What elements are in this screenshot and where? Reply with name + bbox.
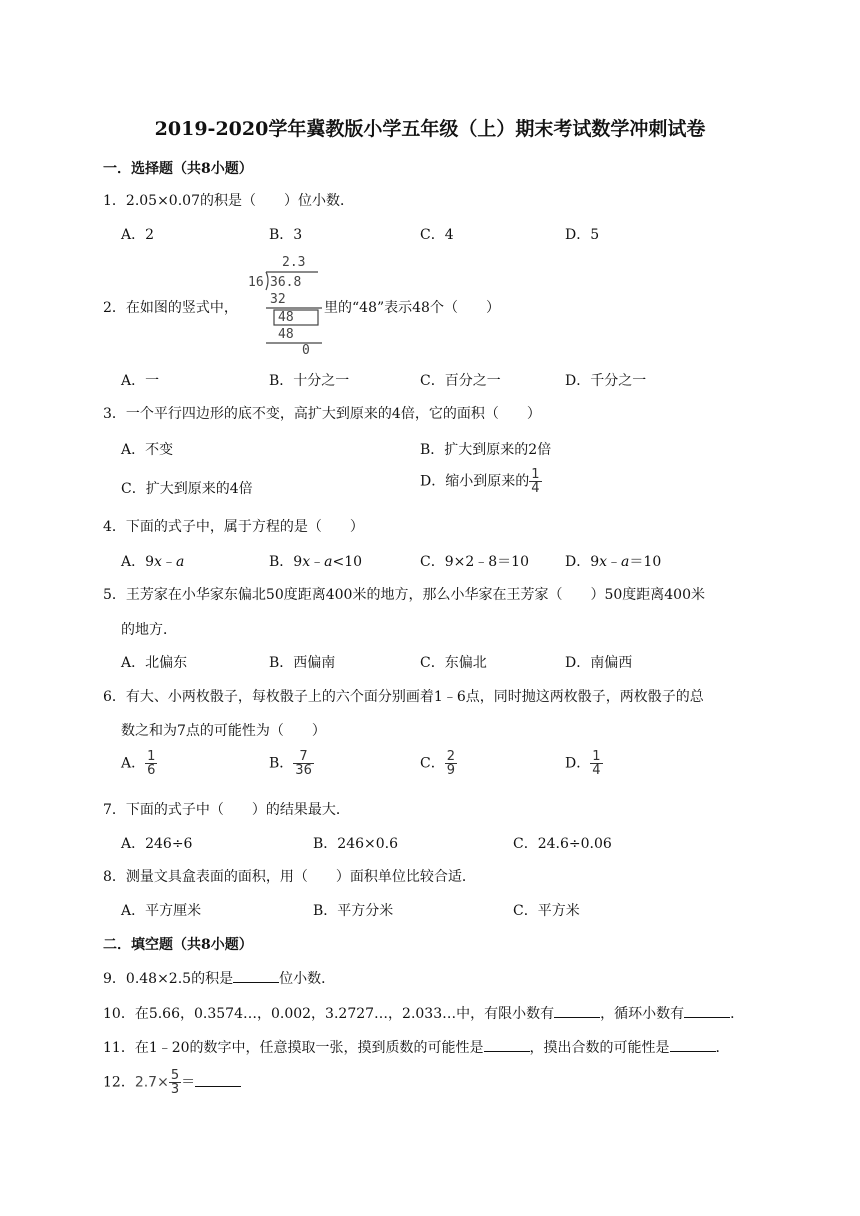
q8-option-a: A．平方厘米 <box>121 903 202 919</box>
q6-option-a <box>121 750 157 777</box>
fraction-denominator: 4 <box>592 763 601 778</box>
q2-option-a: A．一 <box>121 373 160 389</box>
fraction <box>590 750 602 777</box>
question-7: 7．下面的式子中（ ）的结果最大． <box>103 802 350 818</box>
q4-d-var-x: x <box>599 554 608 570</box>
question-3: 3．一个平行四边形的底不变，高扩大到原来的4倍，它的面积（ ） <box>103 406 541 422</box>
fraction-numerator: 7 <box>293 750 314 764</box>
q4-option-d <box>565 551 661 571</box>
q6-option-c <box>420 750 457 777</box>
question-8: 8．测量文具盒表面的面积，用（ ）面积单位比较合适． <box>103 869 476 885</box>
q6-option-b-label: B． <box>269 755 294 772</box>
q4-d-var-a: a <box>621 554 630 570</box>
q8-option-c: C．平方米 <box>513 903 580 919</box>
question-10 <box>103 1003 744 1023</box>
q6-option-d-label: D． <box>565 755 591 772</box>
q6-option-c-label: C． <box>420 755 445 772</box>
q2-option-c: C．百分之一 <box>420 373 501 389</box>
division-quotient: 2.3 <box>282 255 306 270</box>
q1-option-a: A．2 <box>121 227 155 243</box>
fraction <box>529 468 541 495</box>
question-2-stem-start: 2．在如图的竖式中， <box>103 300 238 316</box>
question-1: 1．2.05×0.07的积是（ ）位小数． <box>103 193 354 209</box>
q4-b-var-x: x <box>302 554 311 570</box>
q11-text-post: ． <box>715 1040 730 1056</box>
q4-b-coef: B．9 <box>269 554 303 570</box>
q4-a-minus: ﹣ <box>161 554 176 570</box>
fraction-numerator: 1 <box>531 467 540 482</box>
page-title: 2019-2020学年冀教版小学五年级（上）期末考试数学冲刺试卷 <box>154 118 706 140</box>
answer-blank[interactable] <box>670 1037 716 1052</box>
q12-equals: ＝ <box>181 1074 196 1091</box>
q4-option-b <box>269 551 362 571</box>
q1-option-b: B．3 <box>269 227 303 243</box>
q1-option-c: C．4 <box>420 227 454 243</box>
q8-option-b: B．平方分米 <box>313 903 394 919</box>
fraction-numerator: 1 <box>592 749 601 764</box>
q7-option-a: A．246÷6 <box>121 836 193 852</box>
q10-text-pre: 10．在5.66，0.3574…，0.002，3.2727…，2.033…中，有限小数有 <box>103 1006 555 1022</box>
q4-a-coef: A．9 <box>121 554 155 570</box>
division-dividend: 36.8 <box>270 275 302 290</box>
q5-option-c: C．东偏北 <box>420 655 487 671</box>
answer-blank[interactable] <box>554 1003 600 1018</box>
q4-a-var-a: a <box>175 554 185 570</box>
q5-option-b: B．西偏南 <box>269 655 336 671</box>
answer-blank[interactable] <box>233 968 279 983</box>
fraction <box>293 750 314 777</box>
fraction-denominator: 9 <box>446 763 455 778</box>
q4-b-rest: <10 <box>332 554 363 570</box>
q10-text-post: ． <box>730 1006 745 1022</box>
division-divisor: 16 <box>248 275 264 290</box>
q7-option-b: B．246×0.6 <box>313 836 399 852</box>
q2-option-b: B．十分之一 <box>269 373 350 389</box>
question-11 <box>103 1037 730 1057</box>
section-heading-fill-in: 二．填空题（共8小题） <box>103 937 253 953</box>
fraction-numerator: 2 <box>446 749 455 764</box>
fraction-denominator: 6 <box>147 763 156 778</box>
q12-number: 12． <box>103 1074 135 1091</box>
division-remainder: 0 <box>302 343 310 356</box>
question-5-line-2: 的地方． <box>121 622 177 638</box>
q3-option-a: A．不变 <box>121 442 174 458</box>
q11-text-pre: 11．在1﹣20的数字中，任意摸取一张，摸到质数的可能性是 <box>103 1040 484 1056</box>
q4-b-var-a: a <box>324 554 333 570</box>
section-heading-choice: 一．选择题（共8小题） <box>103 161 253 177</box>
q4-b-minus: ﹣ <box>310 554 325 570</box>
question-6-line-2: 数之和为7点的可能性为（ ） <box>121 723 326 739</box>
q9-text-pre: 9．0.48×2.5的积是 <box>103 971 234 987</box>
question-9 <box>103 968 335 988</box>
division-bracket <box>266 272 268 290</box>
fraction <box>169 1069 181 1096</box>
q4-option-c: C．9×2﹣8＝10 <box>420 554 529 570</box>
q7-option-c: C．24.6÷0.06 <box>513 836 612 852</box>
q4-a-var-x: x <box>154 554 162 570</box>
q5-option-a: A．北偏东 <box>121 655 188 671</box>
fraction <box>145 750 157 777</box>
fraction-denominator: 4 <box>531 481 540 496</box>
q6-option-b <box>269 750 314 777</box>
q11-text-mid: ，摸出合数的可能性是 <box>529 1040 670 1056</box>
q4-option-a <box>121 551 184 571</box>
question-6-line-1: 6．有大、小两枚骰子，每枚骰子上的六个面分别画着1﹣6点，同时抛这两枚骰子，两枚骰子的总 <box>103 689 704 705</box>
q9-text-post: 位小数． <box>279 971 336 987</box>
fraction-numerator: 1 <box>147 749 156 764</box>
fraction-numerator: 5 <box>170 1068 180 1083</box>
question-2-stem-end: 里的“48”表示48个（ ） <box>324 300 500 316</box>
question-4: 4．下面的式子中，属于方程的是（ ） <box>103 519 364 535</box>
q4-d-minus: ﹣ <box>607 554 622 570</box>
q3-option-d <box>420 468 542 495</box>
question-5-line-1: 5．王芳家在小华家东偏北50度距离400米的地方，那么小华家在王芳家（ ）50度距离400米 <box>103 587 705 603</box>
q4-d-coef: D．9 <box>565 554 600 570</box>
q6-option-a-label: A． <box>121 755 146 772</box>
q3-option-b: B．扩大到原来的2倍 <box>420 442 552 458</box>
fraction-denominator: 3 <box>170 1082 180 1097</box>
q4-d-rest: ＝10 <box>629 554 662 570</box>
q5-option-d: D．南偏西 <box>565 655 633 671</box>
division-partial-2: 48 <box>278 310 294 325</box>
fraction-denominator: 36 <box>295 763 312 778</box>
q1-option-d: D．5 <box>565 227 600 243</box>
long-division-figure <box>246 252 326 356</box>
q6-option-d <box>565 750 603 777</box>
answer-blank[interactable] <box>484 1037 530 1052</box>
q10-text-mid: ，循环小数有 <box>600 1006 685 1022</box>
answer-blank[interactable] <box>684 1003 730 1018</box>
answer-blank[interactable] <box>195 1072 241 1087</box>
division-partial-1: 32 <box>270 292 286 307</box>
q3-option-d-text: D．缩小到原来的 <box>420 473 530 490</box>
question-12 <box>103 1069 241 1096</box>
q3-option-c: C．扩大到原来的4倍 <box>121 481 253 497</box>
division-partial-3: 48 <box>278 327 294 342</box>
q12-expression: 2.7× <box>134 1074 169 1091</box>
q2-option-d: D．千分之一 <box>565 373 647 389</box>
fraction <box>445 750 457 777</box>
